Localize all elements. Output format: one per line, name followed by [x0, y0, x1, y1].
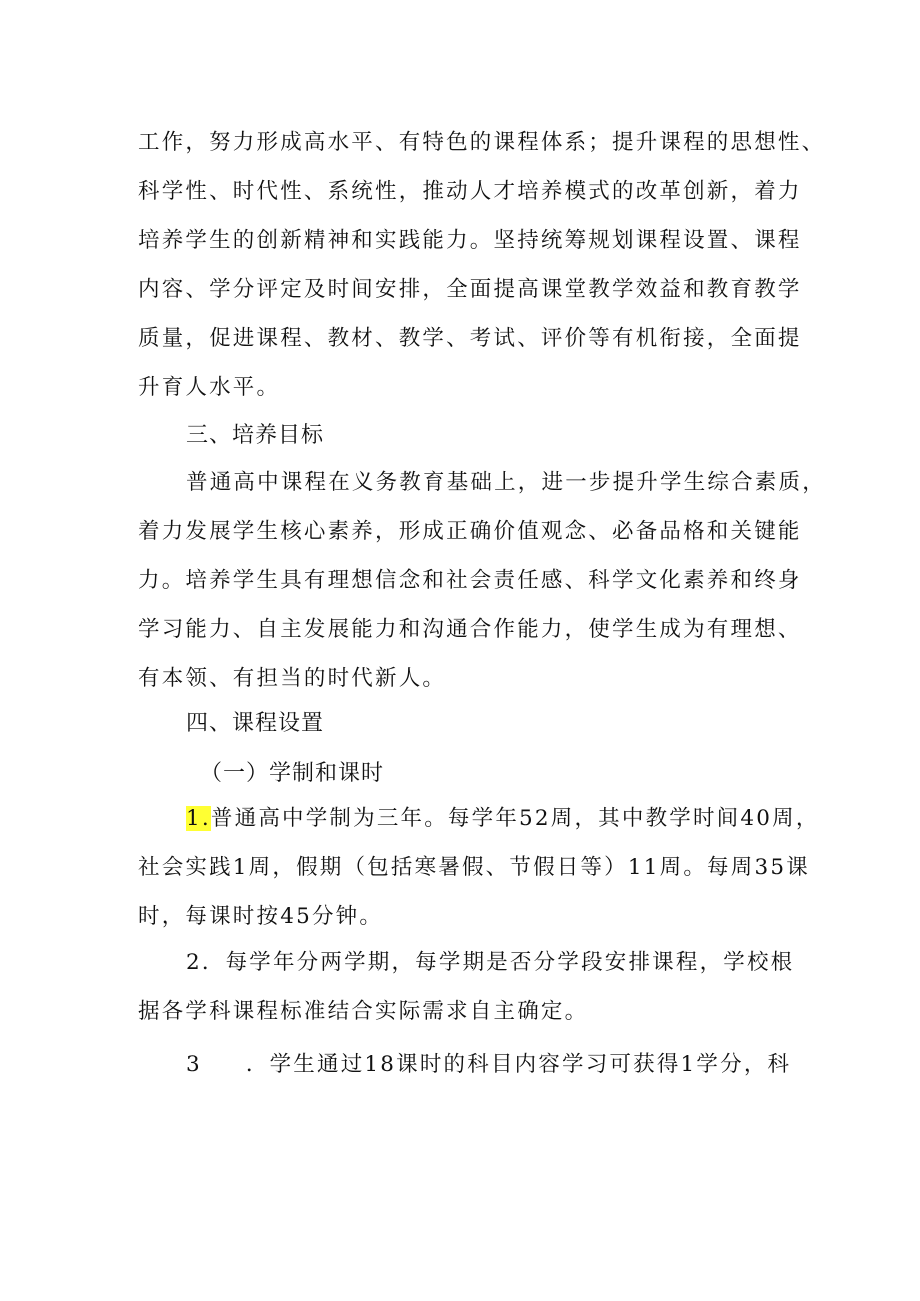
paragraph-line: 科学性、时代性、系统性，推动人才培养模式的改革创新，着力 [138, 179, 802, 204]
paragraph-line: 据各学科课程标准结合实际需求自主确定。 [138, 999, 589, 1024]
paragraph-line: 质量，促进课程、教材、教学、考试、评价等有机衔接，全面提 [138, 326, 802, 351]
highlighted-number: 1. [186, 806, 211, 831]
item3-number: 3 [186, 1052, 202, 1077]
item3-paragraph [138, 1040, 792, 1089]
item1-first-line: 普通高中学制为三年。每学年52周，其中教学时间40周， [210, 806, 820, 831]
section2-paragraph [138, 118, 826, 412]
paragraph-line: 升育人水平。 [138, 375, 281, 400]
item1-paragraph [138, 794, 820, 941]
paragraph-line [138, 1040, 792, 1089]
subsection-heading: （一）学制和课时 [200, 761, 385, 786]
paragraph-line [138, 794, 820, 843]
item2-paragraph [138, 938, 795, 1036]
paragraph-line: 2．每学年分两学期，每学期是否分学段安排课程，学校根 [186, 950, 795, 975]
paragraph-line: 内容、学分评定及时间安排，全面提高课堂教学效益和教育教学 [138, 277, 802, 302]
section3-heading: 三、培养目标 [186, 423, 325, 448]
paragraph-line: 着力发展学生核心素养，形成正确价值观念、必备品格和关键能 [138, 519, 802, 544]
paragraph-line: 培养学生的创新精神和实践能力。坚持统筹规划课程设置、课程 [138, 228, 802, 253]
section4-heading: 四、课程设置 [186, 711, 325, 736]
paragraph-line: 力。培养学生具有理想信念和社会责任感、科学文化素养和终身 [138, 568, 802, 593]
paragraph-line: 普通高中课程在义务教育基础上，进一步提升学生综合素质， [186, 470, 826, 495]
paragraph-line: 学习能力、自主发展能力和沟通合作能力，使学生成为有理想、 [138, 617, 802, 642]
section3-paragraph [138, 458, 826, 703]
paragraph-line: 有本领、有担当的时代新人。 [138, 666, 447, 691]
paragraph-line: 社会实践1周，假期（包括寒暑假、节假日等）11周。每周35课 [138, 855, 810, 880]
item3-text: ．学生通过18课时的科目内容学习可获得1学分，科 [245, 1052, 792, 1077]
paragraph-line: 时，每课时按45分钟。 [138, 904, 384, 929]
paragraph-line: 工作，努力形成高水平、有特色的课程体系；提升课程的思想性、 [138, 130, 826, 155]
